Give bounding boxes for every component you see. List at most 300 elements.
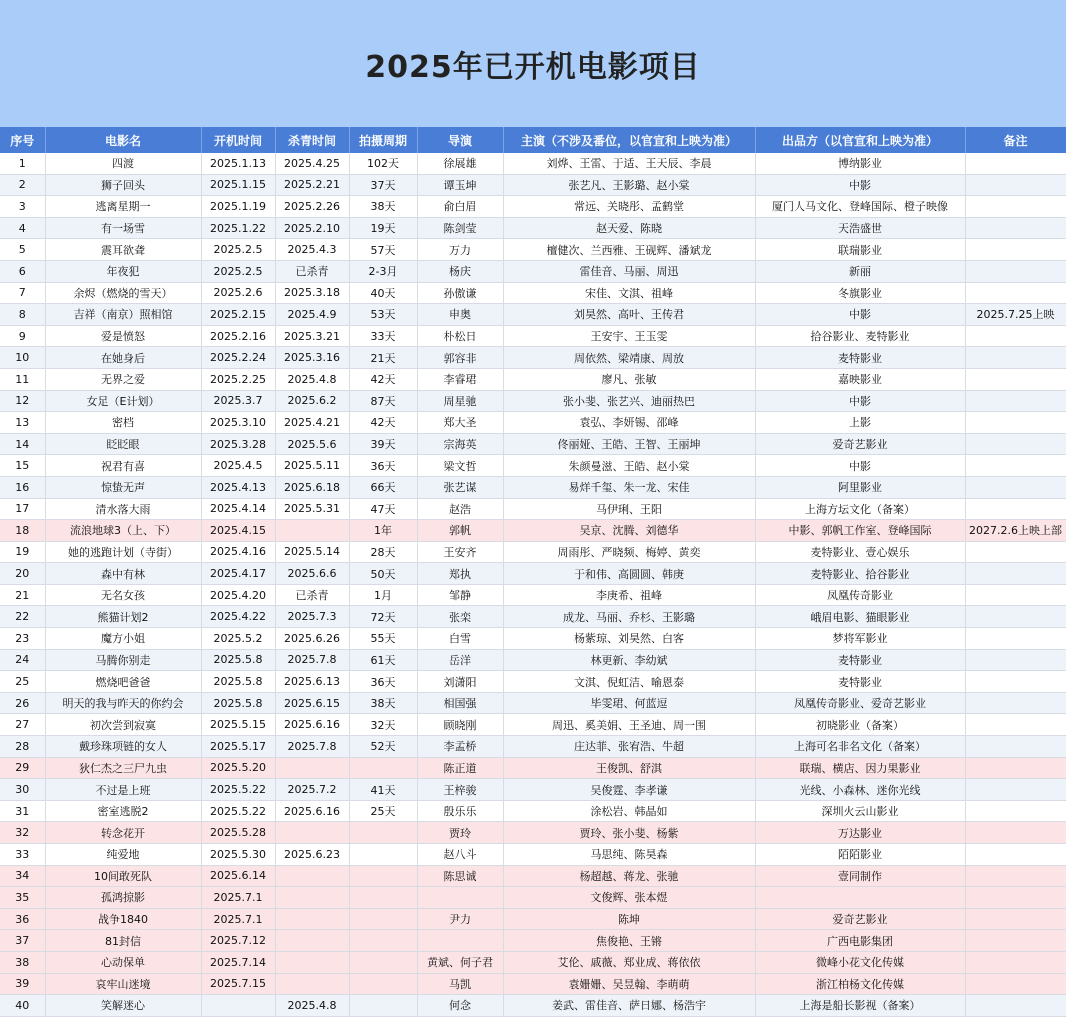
cell-no: 32 bbox=[0, 822, 45, 844]
cell-cast: 常远、关晓彤、孟鹤堂 bbox=[503, 196, 755, 218]
cell-no: 39 bbox=[0, 973, 45, 995]
cell-name: 余烬（燃烧的雪天） bbox=[45, 282, 201, 304]
cell-start: 2025.1.19 bbox=[201, 196, 275, 218]
cell-name: 不过是上班 bbox=[45, 779, 201, 801]
cell-period: 36天 bbox=[349, 455, 417, 477]
cell-start: 2025.2.6 bbox=[201, 282, 275, 304]
cell-name: 震耳欲聋 bbox=[45, 239, 201, 261]
cell-no: 23 bbox=[0, 628, 45, 650]
cell-name: 无名女孩 bbox=[45, 584, 201, 606]
cell-producer: 麦特影业 bbox=[755, 347, 965, 369]
cell-period: 42天 bbox=[349, 368, 417, 390]
cell-end bbox=[275, 973, 349, 995]
cell-producer: 中影 bbox=[755, 304, 965, 326]
cell-name: 爱是愤怒 bbox=[45, 325, 201, 347]
cell-name: 流浪地球3（上、下） bbox=[45, 520, 201, 542]
cell-name: 惊蛰无声 bbox=[45, 476, 201, 498]
table-row bbox=[0, 498, 1066, 520]
table-row bbox=[0, 325, 1066, 347]
cell-end: 2025.7.2 bbox=[275, 779, 349, 801]
cell-director: 尹力 bbox=[417, 908, 503, 930]
table-row bbox=[0, 196, 1066, 218]
cell-no: 3 bbox=[0, 196, 45, 218]
cell-no: 33 bbox=[0, 844, 45, 866]
cell-note bbox=[965, 822, 1066, 844]
cell-no: 27 bbox=[0, 714, 45, 736]
cell-name: 密档 bbox=[45, 412, 201, 434]
cell-note bbox=[965, 455, 1066, 477]
table-row bbox=[0, 930, 1066, 952]
table-row bbox=[0, 217, 1066, 239]
cell-note bbox=[965, 995, 1066, 1017]
cell-cast: 刘烨、王雷、于适、王天辰、李晨 bbox=[503, 153, 755, 174]
cell-name: 吉祥（南京）照相馆 bbox=[45, 304, 201, 326]
cell-cast: 王安宇、王玉雯 bbox=[503, 325, 755, 347]
cell-cast: 文淇、倪虹洁、喻恩泰 bbox=[503, 671, 755, 693]
cell-name: 清水落大雨 bbox=[45, 498, 201, 520]
cell-no: 18 bbox=[0, 520, 45, 542]
cell-period: 40天 bbox=[349, 282, 417, 304]
cell-director: 贾玲 bbox=[417, 822, 503, 844]
cell-end bbox=[275, 930, 349, 952]
cell-no: 17 bbox=[0, 498, 45, 520]
cell-director: 何念 bbox=[417, 995, 503, 1017]
cell-end: 2025.2.10 bbox=[275, 217, 349, 239]
cell-cast: 袁姗姗、吴昱翰、李萌萌 bbox=[503, 973, 755, 995]
cell-no: 7 bbox=[0, 282, 45, 304]
cell-name: 心动保单 bbox=[45, 951, 201, 973]
table-row bbox=[0, 433, 1066, 455]
cell-note bbox=[965, 412, 1066, 434]
cell-name: 81封信 bbox=[45, 930, 201, 952]
cell-period: 38天 bbox=[349, 196, 417, 218]
cell-cast: 李庚希、祖峰 bbox=[503, 584, 755, 606]
cell-period: 32天 bbox=[349, 714, 417, 736]
cell-director: 谭玉坤 bbox=[417, 174, 503, 196]
cell-producer: 中影 bbox=[755, 390, 965, 412]
cell-note bbox=[965, 390, 1066, 412]
cell-note bbox=[965, 584, 1066, 606]
cell-producer: 冬旗影业 bbox=[755, 282, 965, 304]
cell-director: 宗海英 bbox=[417, 433, 503, 455]
cell-note bbox=[965, 930, 1066, 952]
cell-cast: 贾玲、张小斐、杨紫 bbox=[503, 822, 755, 844]
col-header-director: 导演 bbox=[417, 127, 503, 153]
cell-no: 14 bbox=[0, 433, 45, 455]
cell-end: 已杀青 bbox=[275, 260, 349, 282]
cell-end: 2025.6.13 bbox=[275, 671, 349, 693]
cell-director: 邹静 bbox=[417, 584, 503, 606]
cell-start: 2025.2.15 bbox=[201, 304, 275, 326]
cell-period bbox=[349, 887, 417, 909]
table-row bbox=[0, 973, 1066, 995]
cell-name: 在她身后 bbox=[45, 347, 201, 369]
cell-name: 转念花开 bbox=[45, 822, 201, 844]
cell-start: 2025.3.7 bbox=[201, 390, 275, 412]
cell-note bbox=[965, 498, 1066, 520]
cell-period: 87天 bbox=[349, 390, 417, 412]
cell-producer: 麦特影业、壹心娱乐 bbox=[755, 541, 965, 563]
cell-note bbox=[965, 541, 1066, 563]
cell-cast: 王俊凯、舒淇 bbox=[503, 757, 755, 779]
cell-note bbox=[965, 779, 1066, 801]
cell-name: 有一场雪 bbox=[45, 217, 201, 239]
cell-director: 张艺谋 bbox=[417, 476, 503, 498]
cell-name: 戴珍珠项链的女人 bbox=[45, 736, 201, 758]
cell-name: 眨眨眼 bbox=[45, 433, 201, 455]
table-row bbox=[0, 304, 1066, 326]
cell-period: 1月 bbox=[349, 584, 417, 606]
cell-director: 郭容非 bbox=[417, 347, 503, 369]
cell-cast: 檀健次、兰西雅、王砚辉、潘斌龙 bbox=[503, 239, 755, 261]
cell-director: 李孟桥 bbox=[417, 736, 503, 758]
cell-producer: 麦特影业 bbox=[755, 671, 965, 693]
cell-note bbox=[965, 217, 1066, 239]
cell-end: 2025.4.8 bbox=[275, 995, 349, 1017]
cell-director: 陈正道 bbox=[417, 757, 503, 779]
table-body bbox=[0, 153, 1066, 1016]
cell-no: 8 bbox=[0, 304, 45, 326]
cell-note bbox=[965, 239, 1066, 261]
cell-no: 11 bbox=[0, 368, 45, 390]
cell-producer: 微峰小花文化传媒 bbox=[755, 951, 965, 973]
cell-end: 2025.4.3 bbox=[275, 239, 349, 261]
cell-producer: 光线、小森林、迷你光线 bbox=[755, 779, 965, 801]
cell-name: 战争1840 bbox=[45, 908, 201, 930]
cell-director: 赵浩 bbox=[417, 498, 503, 520]
cell-director: 郭帆 bbox=[417, 520, 503, 542]
cell-start: 2025.4.14 bbox=[201, 498, 275, 520]
cell-cast: 张艺凡、王影璐、赵小棠 bbox=[503, 174, 755, 196]
cell-no: 40 bbox=[0, 995, 45, 1017]
cell-director: 顾晓刚 bbox=[417, 714, 503, 736]
cell-producer: 中影、郭帆工作室、登峰国际 bbox=[755, 520, 965, 542]
cell-note bbox=[965, 368, 1066, 390]
cell-producer: 凤凰传奇影业 bbox=[755, 584, 965, 606]
table-row bbox=[0, 779, 1066, 801]
cell-producer: 上海是船长影视（备案） bbox=[755, 995, 965, 1017]
cell-producer: 爱奇艺影业 bbox=[755, 908, 965, 930]
table-row bbox=[0, 606, 1066, 628]
cell-note bbox=[965, 908, 1066, 930]
col-header-cast: 主演（不涉及番位，以官宣和上映为准） bbox=[503, 127, 755, 153]
cell-no: 2 bbox=[0, 174, 45, 196]
cell-name: 纯爱地 bbox=[45, 844, 201, 866]
cell-start: 2025.5.17 bbox=[201, 736, 275, 758]
cell-end bbox=[275, 822, 349, 844]
cell-director: 梁文哲 bbox=[417, 455, 503, 477]
table-row bbox=[0, 865, 1066, 887]
cell-name: 四渡 bbox=[45, 153, 201, 174]
cell-period bbox=[349, 951, 417, 973]
cell-director: 白雪 bbox=[417, 628, 503, 650]
cell-end: 2025.6.2 bbox=[275, 390, 349, 412]
cell-end: 2025.4.9 bbox=[275, 304, 349, 326]
table-row bbox=[0, 347, 1066, 369]
table-row bbox=[0, 260, 1066, 282]
cell-end: 2025.7.8 bbox=[275, 736, 349, 758]
cell-cast: 周雨彤、严晓频、梅婷、黄奕 bbox=[503, 541, 755, 563]
cell-producer: 陌陌影业 bbox=[755, 844, 965, 866]
cell-period: 36天 bbox=[349, 671, 417, 693]
cell-start: 2025.4.5 bbox=[201, 455, 275, 477]
cell-period: 61天 bbox=[349, 649, 417, 671]
cell-cast: 艾伦、戚薇、郑业成、蒋依依 bbox=[503, 951, 755, 973]
cell-note bbox=[965, 714, 1066, 736]
table-row bbox=[0, 887, 1066, 909]
cell-start: 2025.4.20 bbox=[201, 584, 275, 606]
cell-director: 陈剑莹 bbox=[417, 217, 503, 239]
cell-cast: 袁弘、李妍锡、邵峰 bbox=[503, 412, 755, 434]
cell-producer: 联瑞影业 bbox=[755, 239, 965, 261]
cell-name: 狄仁杰之三尸九虫 bbox=[45, 757, 201, 779]
cell-director: 郑执 bbox=[417, 563, 503, 585]
table-row bbox=[0, 714, 1066, 736]
cell-cast: 毕雯珺、何蓝逗 bbox=[503, 692, 755, 714]
cell-end: 2025.4.21 bbox=[275, 412, 349, 434]
cell-note bbox=[965, 563, 1066, 585]
cell-period: 47天 bbox=[349, 498, 417, 520]
cell-cast: 吴京、沈腾、刘德华 bbox=[503, 520, 755, 542]
cell-period: 1年 bbox=[349, 520, 417, 542]
cell-end: 2025.3.21 bbox=[275, 325, 349, 347]
cell-producer: 爱奇艺影业 bbox=[755, 433, 965, 455]
table-row bbox=[0, 390, 1066, 412]
cell-period bbox=[349, 757, 417, 779]
cell-end: 2025.6.6 bbox=[275, 563, 349, 585]
cell-start: 2025.7.15 bbox=[201, 973, 275, 995]
cell-start: 2025.5.20 bbox=[201, 757, 275, 779]
cell-start: 2025.7.1 bbox=[201, 908, 275, 930]
table-row bbox=[0, 844, 1066, 866]
cell-no: 15 bbox=[0, 455, 45, 477]
cell-period bbox=[349, 822, 417, 844]
table-row bbox=[0, 822, 1066, 844]
cell-cast: 涂松岩、韩晶如 bbox=[503, 800, 755, 822]
cell-director: 岳洋 bbox=[417, 649, 503, 671]
cell-name: 魔方小姐 bbox=[45, 628, 201, 650]
cell-start: 2025.5.8 bbox=[201, 671, 275, 693]
cell-note bbox=[965, 174, 1066, 196]
table-row bbox=[0, 541, 1066, 563]
cell-cast: 佟丽娅、王皓、王智、王丽坤 bbox=[503, 433, 755, 455]
cell-no: 38 bbox=[0, 951, 45, 973]
table-row bbox=[0, 757, 1066, 779]
cell-start: 2025.1.22 bbox=[201, 217, 275, 239]
cell-start: 2025.4.16 bbox=[201, 541, 275, 563]
cell-no: 26 bbox=[0, 692, 45, 714]
cell-cast: 杨紫琼、刘昊然、白客 bbox=[503, 628, 755, 650]
table-row bbox=[0, 174, 1066, 196]
cell-cast: 雷佳音、马丽、周迅 bbox=[503, 260, 755, 282]
cell-cast: 赵天爱、陈晓 bbox=[503, 217, 755, 239]
cell-end bbox=[275, 757, 349, 779]
cell-period bbox=[349, 844, 417, 866]
cell-name: 她的逃跑计划（寺街） bbox=[45, 541, 201, 563]
cell-period: 102天 bbox=[349, 153, 417, 174]
cell-start: 2025.1.15 bbox=[201, 174, 275, 196]
cell-producer: 拾谷影业、麦特影业 bbox=[755, 325, 965, 347]
cell-cast: 朱颜曼滋、王皓、赵小棠 bbox=[503, 455, 755, 477]
cell-cast: 姜武、雷佳音、萨日娜、杨浩宇 bbox=[503, 995, 755, 1017]
cell-cast: 廖凡、张敏 bbox=[503, 368, 755, 390]
cell-name: 明天的我与昨天的你约会 bbox=[45, 692, 201, 714]
table-row bbox=[0, 671, 1066, 693]
cell-note: 2027.2.6上映上部 bbox=[965, 520, 1066, 542]
cell-name: 狮子回头 bbox=[45, 174, 201, 196]
cell-cast: 庄达菲、张宥浩、牛超 bbox=[503, 736, 755, 758]
cell-end: 已杀青 bbox=[275, 584, 349, 606]
cell-no: 6 bbox=[0, 260, 45, 282]
table-row bbox=[0, 649, 1066, 671]
cell-end: 2025.6.15 bbox=[275, 692, 349, 714]
cell-producer: 浙江柏杨文化传媒 bbox=[755, 973, 965, 995]
cell-note bbox=[965, 844, 1066, 866]
cell-start: 2025.4.15 bbox=[201, 520, 275, 542]
cell-end: 2025.5.31 bbox=[275, 498, 349, 520]
cell-cast: 杨超越、蒋龙、张驰 bbox=[503, 865, 755, 887]
cell-name: 逃离星期一 bbox=[45, 196, 201, 218]
table-row bbox=[0, 282, 1066, 304]
cell-note bbox=[965, 736, 1066, 758]
cell-producer: 壹同制作 bbox=[755, 865, 965, 887]
cell-period: 52天 bbox=[349, 736, 417, 758]
cell-director: 万力 bbox=[417, 239, 503, 261]
cell-no: 35 bbox=[0, 887, 45, 909]
cell-period: 41天 bbox=[349, 779, 417, 801]
cell-end: 2025.5.14 bbox=[275, 541, 349, 563]
cell-start: 2025.5.2 bbox=[201, 628, 275, 650]
table-row bbox=[0, 563, 1066, 585]
cell-start: 2025.2.24 bbox=[201, 347, 275, 369]
cell-name: 女足（E计划） bbox=[45, 390, 201, 412]
cell-period: 33天 bbox=[349, 325, 417, 347]
cell-end bbox=[275, 951, 349, 973]
cell-no: 13 bbox=[0, 412, 45, 434]
cell-producer bbox=[755, 887, 965, 909]
cell-start: 2025.5.8 bbox=[201, 649, 275, 671]
cell-director bbox=[417, 930, 503, 952]
table-row bbox=[0, 951, 1066, 973]
cell-director: 杨庆 bbox=[417, 260, 503, 282]
cell-no: 28 bbox=[0, 736, 45, 758]
cell-director: 赵八斗 bbox=[417, 844, 503, 866]
cell-producer: 新丽 bbox=[755, 260, 965, 282]
cell-no: 4 bbox=[0, 217, 45, 239]
cell-director: 俞白眉 bbox=[417, 196, 503, 218]
cell-producer: 厦门人马文化、登峰国际、橙子映像 bbox=[755, 196, 965, 218]
cell-director: 孙傲谦 bbox=[417, 282, 503, 304]
cell-name: 熊猫计划2 bbox=[45, 606, 201, 628]
cell-end: 2025.4.8 bbox=[275, 368, 349, 390]
cell-name: 10间敢死队 bbox=[45, 865, 201, 887]
cell-no: 22 bbox=[0, 606, 45, 628]
cell-period: 39天 bbox=[349, 433, 417, 455]
col-header-name: 电影名 bbox=[45, 127, 201, 153]
cell-start: 2025.5.8 bbox=[201, 692, 275, 714]
cell-no: 36 bbox=[0, 908, 45, 930]
cell-cast: 马伊琍、王阳 bbox=[503, 498, 755, 520]
cell-no: 16 bbox=[0, 476, 45, 498]
cell-cast: 马思纯、陈昊森 bbox=[503, 844, 755, 866]
cell-producer: 中影 bbox=[755, 455, 965, 477]
cell-no: 21 bbox=[0, 584, 45, 606]
cell-period: 38天 bbox=[349, 692, 417, 714]
cell-end: 2025.4.25 bbox=[275, 153, 349, 174]
cell-cast: 张小斐、张艺兴、迪丽热巴 bbox=[503, 390, 755, 412]
cell-end: 2025.6.16 bbox=[275, 800, 349, 822]
cell-director: 陈思诚 bbox=[417, 865, 503, 887]
cell-start: 2025.4.22 bbox=[201, 606, 275, 628]
cell-no: 37 bbox=[0, 930, 45, 952]
cell-period: 42天 bbox=[349, 412, 417, 434]
cell-start: 2025.5.28 bbox=[201, 822, 275, 844]
title-band bbox=[0, 0, 1066, 127]
cell-note bbox=[965, 649, 1066, 671]
table-row bbox=[0, 995, 1066, 1017]
cell-director: 马凯 bbox=[417, 973, 503, 995]
cell-period: 57天 bbox=[349, 239, 417, 261]
cell-period bbox=[349, 865, 417, 887]
cell-name: 年夜犯 bbox=[45, 260, 201, 282]
cell-producer: 嘉映影业 bbox=[755, 368, 965, 390]
cell-note bbox=[965, 153, 1066, 174]
cell-note bbox=[965, 628, 1066, 650]
col-header-no: 序号 bbox=[0, 127, 45, 153]
cell-producer: 凤凰传奇影业、爱奇艺影业 bbox=[755, 692, 965, 714]
cell-period bbox=[349, 908, 417, 930]
cell-note bbox=[965, 476, 1066, 498]
cell-end: 2025.7.3 bbox=[275, 606, 349, 628]
col-header-producer: 出品方（以官宣和上映为准） bbox=[755, 127, 965, 153]
cell-no: 10 bbox=[0, 347, 45, 369]
cell-note bbox=[965, 951, 1066, 973]
cell-note bbox=[965, 865, 1066, 887]
cell-name: 笑解迷心 bbox=[45, 995, 201, 1017]
cell-no: 34 bbox=[0, 865, 45, 887]
cell-no: 12 bbox=[0, 390, 45, 412]
cell-director: 李睿珺 bbox=[417, 368, 503, 390]
table-row bbox=[0, 476, 1066, 498]
cell-no: 20 bbox=[0, 563, 45, 585]
cell-note bbox=[965, 433, 1066, 455]
cell-name: 孤鸿掠影 bbox=[45, 887, 201, 909]
cell-start: 2025.7.12 bbox=[201, 930, 275, 952]
cell-director: 王安齐 bbox=[417, 541, 503, 563]
cell-director: 朴松日 bbox=[417, 325, 503, 347]
table-row bbox=[0, 908, 1066, 930]
cell-start: 2025.4.13 bbox=[201, 476, 275, 498]
cell-note bbox=[965, 757, 1066, 779]
cell-start: 2025.5.15 bbox=[201, 714, 275, 736]
cell-name: 无界之爱 bbox=[45, 368, 201, 390]
cell-note: 2025.7.25上映 bbox=[965, 304, 1066, 326]
cell-name: 初次尝到寂寞 bbox=[45, 714, 201, 736]
cell-end bbox=[275, 520, 349, 542]
cell-period bbox=[349, 973, 417, 995]
cell-no: 30 bbox=[0, 779, 45, 801]
cell-cast: 于和伟、高圆圆、韩庚 bbox=[503, 563, 755, 585]
cell-director bbox=[417, 887, 503, 909]
cell-start bbox=[201, 995, 275, 1017]
cell-name: 森中有林 bbox=[45, 563, 201, 585]
cell-period: 28天 bbox=[349, 541, 417, 563]
col-header-period: 拍摄周期 bbox=[349, 127, 417, 153]
col-header-note: 备注 bbox=[965, 127, 1066, 153]
cell-period: 55天 bbox=[349, 628, 417, 650]
cell-producer: 博纳影业 bbox=[755, 153, 965, 174]
cell-period: 53天 bbox=[349, 304, 417, 326]
